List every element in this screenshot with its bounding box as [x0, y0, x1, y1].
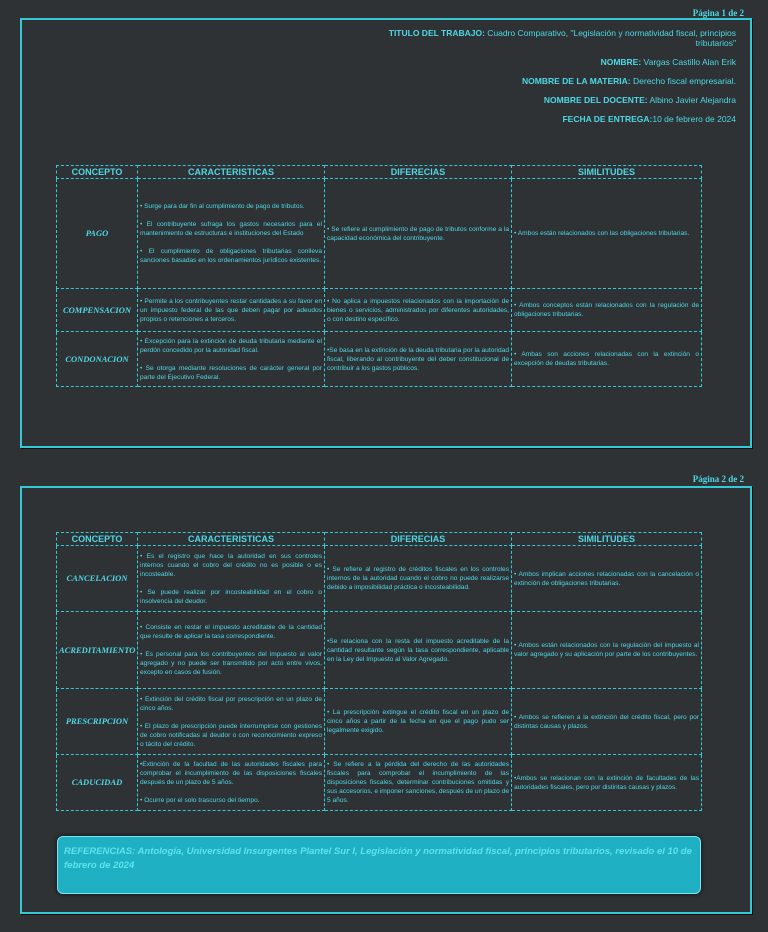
caracteristicas-cell: • Permite a los contribuyentes restar cantidades a su favor en un impuesto federal de las que deben pagar por adeudos propios o retenciones a terceros.: [138, 289, 325, 332]
col-header-concepto: CONCEPTO: [57, 533, 138, 546]
similitudes-cell: • Ambas son acciones relacionadas con la extinción o excepción de deudas tributarias.: [512, 332, 702, 387]
diferencias-cell: • No aplica a impuestos relacionados con la importación de bienes o servicios, administrados por diferentes autoridades, o con destino específico.: [325, 289, 512, 332]
diferencias-cell: • Se refiere al cumplimiento de pago de tributos conforme a la capacidad económica del contribuyente.: [325, 179, 512, 289]
document-header: [376, 28, 736, 133]
caracteristicas-cell: •Extinción de la facultad de las autoridades fiscales para comprobar el incumplimiento de las disposiciones fiscales después de un plazo de 5 años. • Ocurre por el solo trascurso del tiempo.: [138, 755, 325, 811]
caracteristicas-cell: • Excepción para la extinción de deuda tributaria mediante el perdón concedido por la autoridad fiscal. • Se otorga mediante resoluciones de carácter general por parte del Ejecutivo Federal.: [138, 332, 325, 387]
diferencias-cell: • Se refiere al registro de créditos fiscales en los controles internos de la autoridad cuando el cobro no puede realizarse debido a imposibilidad práctica o incosteabilidad.: [325, 546, 512, 612]
diferencias-cell: •Se basa en la extinción de la deuda tributaria por la autoridad fiscal, liberando al contribuyente del deber constitucional de contribuir a los gastos públicos.: [325, 332, 512, 387]
caracteristicas-cell: • Consiste en restar el impuesto acreditable de la cantidad que resulte de aplicar la tasa correspondiente. • Es personal para los contribuyentes del impuesto al valor agregado y no puede ser transmitido por acto entre vivos, excepto en casos de fusión.: [138, 612, 325, 689]
diferencias-cell: • La prescripción extingue el crédito fiscal en un plazo de cinco años a partir de la fecha en que el pago pudo ser legalmente exigido.: [325, 689, 512, 755]
similitudes-cell: •Ambos se relacionan con la extinción de facultades de las autoridades fiscales, pero por distintas causas y plazos.: [512, 755, 702, 811]
concept-cell: COMPENSACION: [57, 289, 138, 332]
concept-cell: PRESCRIPCION: [57, 689, 138, 755]
references-box: [57, 836, 701, 894]
table-row: [57, 612, 702, 689]
similitudes-cell: • Ambos se refieren a la extinción del crédito fiscal, pero por distintas causas y plazos.: [512, 689, 702, 755]
references-text: REFERENCIAS: Antología, Universidad Insurgentes Plantel Sur I, Legislación y normatividad fiscal, principios tributarios, revisado el 10 de febrero de 2024: [64, 846, 692, 871]
table-row: [57, 289, 702, 332]
table-row: [57, 689, 702, 755]
table-row: [57, 332, 702, 387]
docente-row: NOMBRE DEL DOCENTE: Albino Javier Alejandra: [543, 95, 736, 105]
col-header-similitudes: SIMILITUDES: [512, 533, 702, 546]
nombre-row: NOMBRE: Vargas Castillo Alan Erik: [600, 57, 736, 67]
concept-cell: CADUCIDAD: [57, 755, 138, 811]
similitudes-cell: • Ambos implican acciones relacionadas con la cancelación o extinción de obligaciones tributarias.: [512, 546, 702, 612]
col-header-concepto: CONCEPTO: [57, 166, 138, 179]
similitudes-cell: • Ambos conceptos están relacionados con la regulación de obligaciones tributarias.: [512, 289, 702, 332]
document-page-1: [20, 18, 752, 448]
titulo-row: TITULO DEL TRABAJO: Cuadro Comparativo, "Legislación y normatividad fiscal, principios tributarios": [388, 28, 736, 48]
similitudes-cell: • Ambos están relacionados con la regulación del impuesto al valor agregado y su aplicación por parte de los contribuyentes.: [512, 612, 702, 689]
caracteristicas-cell: • Surge para dar fin al cumplimiento de pago de tributos. • El contribuyente sufraga los gastos necesarios para el mantenimiento de estructuras e instituciones del Estado • El cumplimiento de obligaciones tributarias conlleva sanciones basadas en los ordenamientos jurídicos existentes.: [138, 179, 325, 289]
table-row: [57, 546, 702, 612]
concept-cell: CANCELACION: [57, 546, 138, 612]
comparison-table-1: [56, 165, 702, 387]
similitudes-cell: • Ambos están relacionados con las obligaciones tributarias.: [512, 179, 702, 289]
col-header-diferencias: DIFERECIAS: [325, 533, 512, 546]
diferencias-cell: • Se refiere a la pérdida del derecho de las autoridades fiscales para comprobar el incumplimiento de las disposiciones fiscales, determinar contribuciones omitidas y sus accesorios, e imponer sanciones, después de un plazo de 5 años.: [325, 755, 512, 811]
col-header-similitudes: SIMILITUDES: [512, 166, 702, 179]
document-page-2: [20, 486, 752, 914]
concept-cell: CONDONACION: [57, 332, 138, 387]
caracteristicas-cell: • Es el registro que hace la autoridad en sus controles internos cuando el cobro del crédito no es posible o es incosteable. • Se puede realizar por incosteabilidad en el cobro o insolvencia del deudor.: [138, 546, 325, 612]
materia-row: NOMBRE DE LA MATERIA: Derecho fiscal empresarial.: [522, 76, 736, 86]
col-header-caracteristicas: CARACTERISTICAS: [138, 533, 325, 546]
concept-cell: PAGO: [57, 179, 138, 289]
col-header-diferencias: DIFERECIAS: [325, 166, 512, 179]
comparison-table-2: [56, 532, 702, 811]
table-row: [57, 179, 702, 289]
fecha-row: FECHA DE ENTREGA:10 de febrero de 2024: [562, 114, 736, 124]
concept-cell: ACREDITAMIENTO: [57, 612, 138, 689]
table-row: [57, 755, 702, 811]
page-label-2: Página 2 de 2: [692, 474, 744, 484]
diferencias-cell: •Se relaciona con la resta del impuesto acreditable de la cantidad resultante según la tasa correspondiente, aplicable en la Ley del Impuesto al Valor Agregado.: [325, 612, 512, 689]
page-label-1: Página 1 de 2: [692, 8, 744, 18]
caracteristicas-cell: • Extinción del crédito fiscal por prescripción en un plazo de cinco años. • El plazo de prescripción puede interrumpirse con gestiones de cobro notificadas al deudor o con reconocimiento expreso o tácito del crédito.: [138, 689, 325, 755]
col-header-caracteristicas: CARACTERISTICAS: [138, 166, 325, 179]
